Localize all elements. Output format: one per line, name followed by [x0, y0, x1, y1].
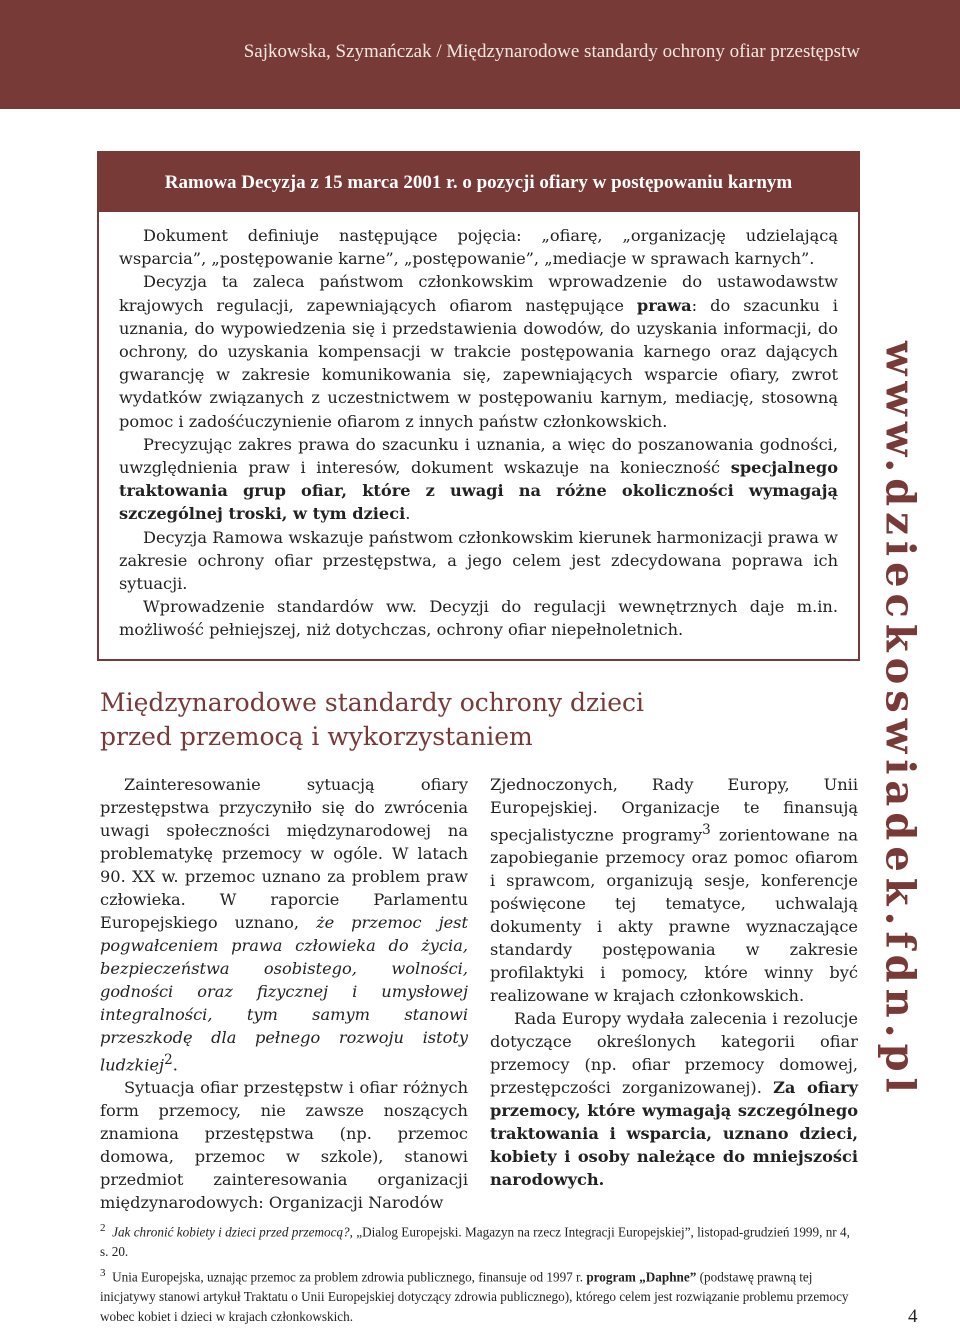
- special-treatment-emphasis: specjalnego traktowania grup ofiar, które z uwagi na różne okoliczności wymagają szczególnej troski, w tym dzieci: [119, 458, 838, 524]
- box-paragraph-5: Wprowadzenie standardów ww. Decyzji do regulacji wewnętrznych daje m.in. możliwość pełniejszej, niż dotychczas, ochrony ofiar niepełnoletnich.: [119, 597, 838, 640]
- bold-emphasis: Za ofiary przemocy, które wymagają szczególnego traktowania i wsparcia, uznano dzieci, kobiety i osoby należące do mniejszości narodowych.: [490, 1078, 858, 1190]
- section-heading: Międzynarodowe standardy ochrony dzieci przed przemocą i wykorzystaniem: [100, 688, 644, 751]
- column-paragraph: Sytuacja ofiar przestępstw i ofiar różnych form przemocy, nie zawsze noszących znamiona przestępstwa (np. przemoc domowa, przemoc w szkole), stanowi przedmiot zainteresowania organizacji międzynarodowych: Organizacji Narodów: [100, 1078, 468, 1213]
- box-paragraph-4: Decyzja Ramowa wskazuje państwom członkowskim kierunek harmonizacji prawa w zakresie ochrony ofiar przestępstwa, a jego celem jest zdecydowana poprawa ich sytuacji.: [119, 527, 838, 594]
- rights-emphasis: prawa: [636, 295, 692, 315]
- footnote-ref: 3: [702, 822, 711, 838]
- box-body: [99, 212, 858, 642]
- footnotes: [100, 1219, 860, 1329]
- page-header: [0, 0, 960, 109]
- text-column-right: [490, 773, 858, 1191]
- framework-decision-box: [97, 151, 860, 661]
- quote-italic: że przemoc jest pogwałceniem prawa człowieka do życia, bezpieczeństwa osobistego, wolności, godności oraz fizycznej i umysłowej integralności, tym samym stanowi przeszkodę dla pełnego rozwoju istoty ludzkiej: [100, 913, 468, 1075]
- text-column-left: [100, 773, 468, 1214]
- box-paragraph-1: Dokument definiuje następujące pojęcia: „ofiarę, „organizację udzielającą wsparcia”, „postępowanie karne”, „postępowanie”, „mediacje w sprawach karnych”.: [119, 226, 838, 269]
- website-watermark: www.dzieckoswiadek.fdn.pl: [876, 341, 924, 1099]
- running-title: Sajkowska, Szymańczak / Międzynarodowe standardy ochrony ofiar przestępstw: [243, 41, 860, 62]
- footnote-ref: 2: [164, 1052, 173, 1068]
- box-paragraph-3: Precyzując zakres prawa do szacunku i uznania, a więc do poszanowania godności, uwzględnienia praw i interesów, dokument wskazuje na konieczność specjalnego traktowania grup ofiar, które z uwagi na różne okoliczności wymagają szczególnej troski, w tym dzieci.: [119, 434, 838, 524]
- box-title: Ramowa Decyzja z 15 marca 2001 r. o pozycji ofiary w postępowaniu karnym: [99, 153, 858, 212]
- column-paragraph: Zainteresowanie sytuacją ofiary przestępstwa przyczyniło się do zwrócenia uwagi społeczności międzynarodowej na problematykę przemocy w ogóle. W latach 90. XX w. przemoc uznano za problem praw człowieka. W raporcie Parlamentu Europejskiego uznano, że przemoc jest pogwałceniem prawa człowieka do życia, bezpieczeństwa osobistego, wolności, godności oraz fizycznej i umysłowej integralności, tym samym stanowi przeszkodę dla pełnego rozwoju istoty ludzkiej$^2$.: [100, 775, 468, 1075]
- footnote-3: $^3$ Unia Europejska, uznając przemoc za problem zdrowia publicznego, finansuje od 1997 r. program „Daphne” (podstawę prawną tej inicjatywy stanowi artykuł Traktatu o Unii Europejskiej dotyczący zdrowia publicznego), którego celem jest rozwiązanie problemu przemocy wobec kobiet i dzieci w krajach członkowskich.: [100, 1267, 849, 1324]
- column-paragraph: Zjednoczonych, Rady Europy, Unii Europejskiej. Organizacje te finansują specjalistyczne programy$^3$ zorientowane na zapobieganie przemocy oraz pomoc ofiarom i sprawcom, organizują sesje, konferencje poświęcone tej tematyce, uchwalają dokumenty i akty prawne wyznaczające standardy postępowania w zakresie profilaktyki i pomocy, które winny być realizowane w krajach członkowskich.: [490, 775, 858, 1006]
- box-paragraph-2: Decyzja ta zaleca państwom członkowskim wprowadzenie do ustawodawstw krajowych regulacji, zapewniających ofiarom następujące prawa: do szacunku i uznania, do wypowiedzenia się i przedstawienia dowodów, do uzyskania informacji, do ochrony, do uzyskania kompensacji w trakcie postępowania karnego oraz dających gwarancję w zakresie komunikowania się, zapewniających wsparcie ofiary, zwrot wydatków związanych z uczestnictwem w postępowaniu karnym, mediację, stosowną pomoc i zadośćuczynienie ofiarom z innych państw członkowskich.: [119, 272, 838, 431]
- page-number: 4: [908, 1306, 918, 1327]
- footnote-2: $^2$ Jak chronić kobiety i dzieci przed przemocą?, „Dialog Europejski. Magazyn na rzecz Integracji Europejskiej”, listopad-grudzień 1999, nr 4, s. 20.: [100, 1222, 850, 1259]
- column-paragraph: Rada Europy wydała zalecenia i rezolucje dotyczące określonych kategorii ofiar przemocy (np. ofiar przemocy domowej, przestępczości zorganizowanej). Za ofiary przemocy, które wymagają szczególnego traktowania i wsparcia, uznano dzieci, kobiety i osoby należące do mniejszości narodowych.: [490, 1009, 858, 1190]
